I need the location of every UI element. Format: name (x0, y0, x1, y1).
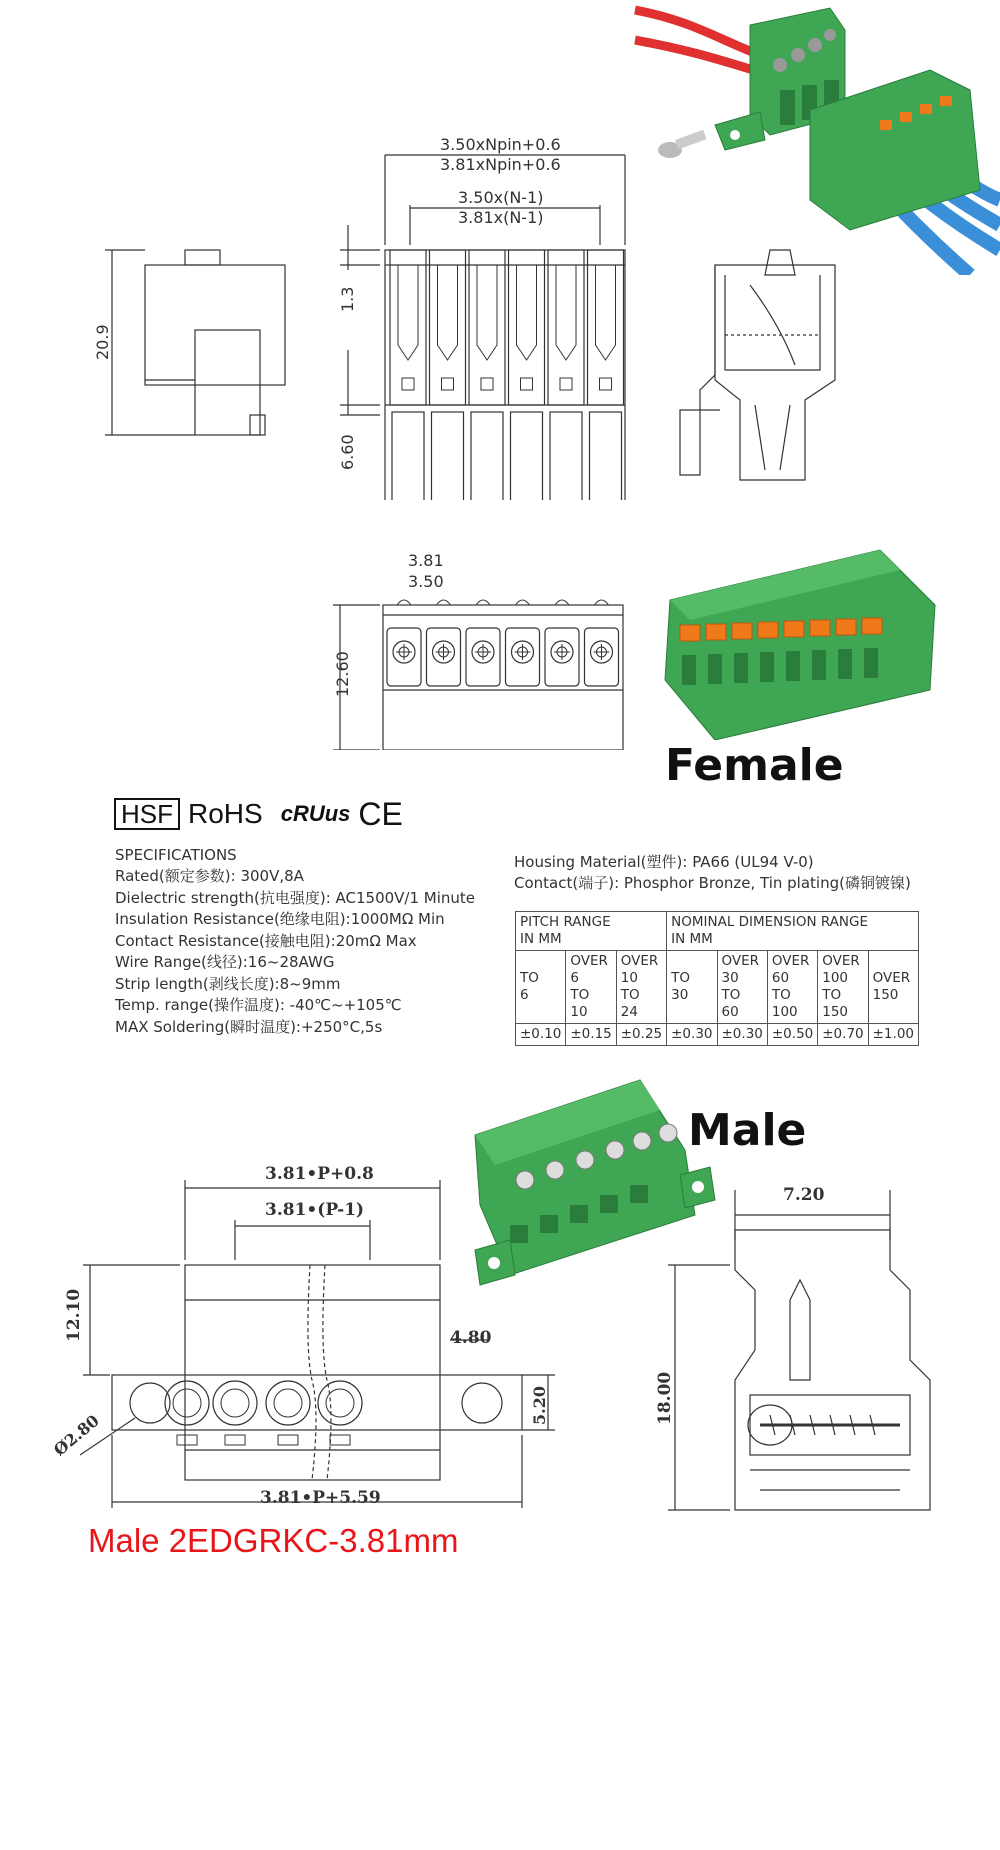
female-pin-slots (390, 250, 624, 500)
tolerance-cell: ±0.25 (616, 1024, 666, 1046)
female-dim-pitch-b: 3.50 (408, 572, 444, 591)
tolerance-cell: ±0.15 (566, 1024, 616, 1046)
female-front-drawing (0, 120, 720, 500)
female-dim-total-2: 3.81xNpin+0.6 (440, 155, 561, 174)
range-cell: OVER 100 TO 150 (818, 951, 868, 1024)
spec-line: Rated(额定参数): 300V,8A (115, 867, 304, 885)
range-row (516, 951, 919, 1024)
female-slot (548, 250, 584, 500)
range-cell: OVER 60 TO 100 (767, 951, 817, 1024)
female-slot (469, 250, 505, 500)
tolerance-cell: ±0.50 (767, 1024, 817, 1046)
photo-female-plug (650, 540, 940, 740)
ul-logo: cRUus (280, 801, 351, 826)
spec-list (115, 866, 475, 1038)
male-dim-pitch: 3.81•(P-1) (265, 1200, 365, 1220)
range-cell: TO 30 (667, 951, 717, 1024)
spec-line: Insulation Resistance(绝缘电阻):1000MΩ Min (115, 910, 445, 928)
male-screw-hole (213, 1381, 257, 1445)
male-dim-total: 3.81•P+0.8 (265, 1164, 374, 1184)
female-slot (509, 250, 545, 500)
label-female: Female (665, 740, 844, 791)
nominal-range-header: NOMINAL DIMENSION RANGE IN MM (667, 912, 919, 951)
male-dim-overall: 3.81•P+5.59 (260, 1488, 381, 1508)
male-screw-hole (165, 1381, 209, 1445)
female-dim-depth: 12.60 (333, 651, 352, 697)
female-dim-height: 20.9 (93, 324, 112, 360)
female-dim-bottom: 6.60 (338, 434, 357, 470)
male-side-drawing (650, 1180, 950, 1560)
female-dim-total-1: 3.50xNpin+0.6 (440, 135, 561, 154)
male-dim-side-h: 18.00 (655, 1371, 675, 1425)
female-dim-top: 1.3 (338, 286, 357, 312)
range-cell: TO 6 (516, 951, 566, 1024)
female-slot (588, 250, 624, 500)
spec-line: Strip length(剥线长度):8~9mm (115, 974, 341, 993)
female-section-drawing (710, 245, 855, 485)
female-slot (430, 250, 466, 500)
female-top-drawing (330, 560, 630, 750)
female-dim-pitch-2: 3.81x(N-1) (458, 208, 544, 227)
tolerance-cell: ±0.10 (516, 1024, 566, 1046)
range-cell: OVER 30 TO 60 (717, 951, 767, 1024)
female-dim-pitch-1: 3.50x(N-1) (458, 188, 544, 207)
male-screw-hole (318, 1381, 362, 1445)
spec-line: Contact Resistance(接触电阻):20mΩ Max (115, 931, 417, 950)
male-dim-hole: Ø2.80 (50, 1410, 103, 1460)
spec-heading: SPECIFICATIONS (115, 846, 237, 864)
tolerance-cell: ±1.00 (868, 1024, 918, 1046)
female-screw-cell (545, 600, 579, 686)
spec-line: Dielectric strength(抗电强度): AC1500V/1 Minute (115, 888, 476, 907)
female-screw-cell (585, 600, 619, 686)
spec-line: Wire Range(线径):16~28AWG (115, 953, 335, 971)
range-cell: OVER 150 (868, 951, 918, 1024)
male-model-title: Male 2EDGRKC-3.81mm (88, 1522, 459, 1559)
female-screw-cell (466, 600, 500, 686)
male-dim-flange-h: 5.20 (530, 1386, 549, 1425)
label-male: Male (688, 1105, 807, 1156)
male-dim-flange: 4.80 (450, 1328, 492, 1348)
tolerance-cell: ±0.30 (717, 1024, 767, 1046)
range-cell: OVER 10 TO 24 (616, 951, 666, 1024)
male-screw-holes (165, 1381, 362, 1445)
male-dim-side-w: 7.20 (783, 1185, 825, 1205)
spec-line: MAX Soldering(瞬时温度):+250°C,5s (115, 1017, 383, 1036)
hsf-logo: HSF (114, 798, 180, 830)
female-slot (390, 250, 426, 500)
spec-housing: Housing Material(塑件): PA66 (UL94 V-0) (514, 853, 814, 871)
spec-contact: Contact(端子): Phosphor Bronze, Tin plating(磷铜镀镍) (514, 874, 911, 892)
female-screw-cells (387, 600, 619, 686)
female-dim-pitch-a: 3.81 (408, 551, 444, 570)
spec-line: Temp. range(操作温度): -40℃~+105℃ (115, 996, 402, 1014)
tolerance-cell: ±0.70 (818, 1024, 868, 1046)
tolerance-table (515, 911, 919, 1046)
female-screw-cell (506, 600, 540, 686)
tolerance-row (516, 1024, 919, 1046)
cert-logos (114, 797, 403, 831)
female-screw-cell (387, 600, 421, 686)
pitch-range-header: PITCH RANGE IN MM (516, 912, 667, 951)
rohs-logo: RoHS (188, 798, 263, 829)
male-dim-height: 12.10 (64, 1288, 84, 1342)
range-cell: OVER 6 TO 10 (566, 951, 616, 1024)
female-screw-cell (427, 600, 461, 686)
male-screw-hole (266, 1381, 310, 1445)
tolerance-cell: ±0.30 (667, 1024, 717, 1046)
ce-logo: CE (358, 795, 403, 832)
